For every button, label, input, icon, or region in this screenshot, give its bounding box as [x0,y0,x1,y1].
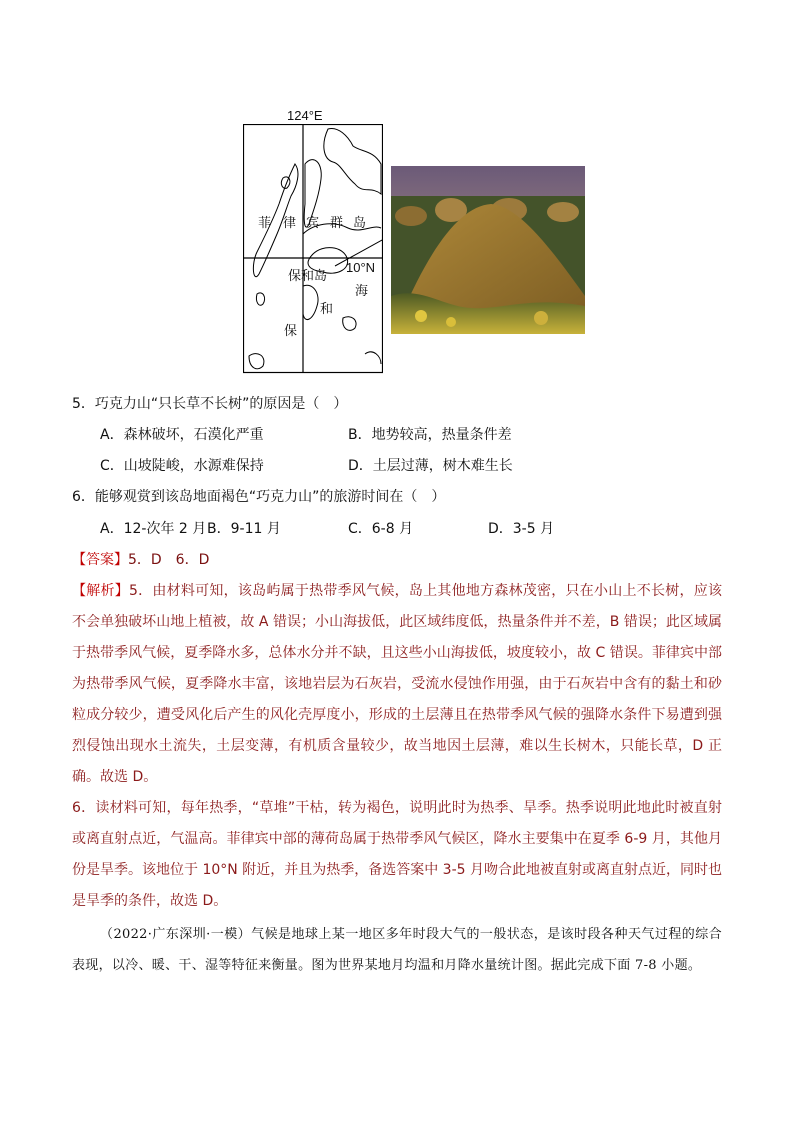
answer-tag: 【答案】 [72,552,128,568]
map-char-6: 海 [355,283,369,298]
q6-option-d: D．3-5 月 [488,521,555,537]
map-char-4: 群 [330,215,344,230]
answer-line [72,550,209,570]
map-char-8: 保 [284,323,298,338]
q6-option-b: B．9-11 月 [207,521,281,537]
map-char-1: 菲 [258,215,272,230]
intro-text: （2022·广东深圳·一模）气候是地球上某一地区多年时段大气的一般状态，是该时段各种天气过程的综合表现，以冷、暖、干、湿等特征来衡量。图为世界某地月均温和月降水量统计图。据此完成下面 7-8 小题。 [72,927,722,973]
q6-option-a: A．12-次年 2 月 [100,521,207,537]
analysis-tag: 【解析】 [72,583,129,599]
answer-text: 5．D 6．D [128,552,210,568]
analysis-block [72,576,722,917]
chocolate-hills-photo [391,166,585,334]
map-char-7: 和 [320,301,334,316]
longitude-label: 124°E [287,108,323,123]
map-char-3: 宾 [306,215,320,230]
analysis-paragraph-5 [72,576,722,793]
map-char-2: 律 [283,215,297,230]
q5-option-b: B．地势较高，热量条件差 [348,427,512,443]
question-5-stem: 5．巧克力山“只长草不长树”的原因是（ ） [72,396,348,412]
map-figure [243,108,383,374]
q5-option-d: D．土层过薄，树木难生长 [348,458,513,474]
question-6-stem: 6．能够观赏到该岛地面褐色“巧克力山”的旅游时间在（ ） [72,489,446,505]
latitude-label: 10°N [346,260,376,275]
analysis-q6: 6．读材料可知，每年热季，“草堆”干枯，转为褐色，说明此时为热季、旱季。热季说明此地此时被直射或离直射点近，气温高。菲律宾中部的薄荷岛属于热带季风气候区，降水主要集中在夏季 6-9 月，其他月份是旱季。该地位于 10°N 附近，并且为热季，备选答案中 3-5 月吻合此地被直射或离直射点近，同时也是旱季的条件，故选 D。 [72,800,722,909]
map-char-5: 岛 [353,215,367,230]
island-label: 保和岛 [288,268,328,283]
q5-option-c: C．山坡陡峻，水源难保持 [100,458,264,474]
map-drawing [243,124,383,374]
next-section-intro [72,919,722,981]
q6-option-c: C．6-8 月 [348,521,414,537]
analysis-q5: 5．由材料可知，该岛屿属于热带季风气候，岛上其他地方森林茂密，只在小山上不长树，应该不会单独破坏山地上植被，故 A 错误；小山海拔低，此区域纬度低，热量条件并不差，B 错误；此区域属于热带季风气候，夏季降水多，总体水分并不缺，且这些小山海拔低，坡度较小，故 C 错误。菲律宾中部为热带季风气候，夏季降水丰富，该地岩层为石灰岩，受流水侵蚀作用强，由于石灰岩中含有的黏土和砂粒成分较少，遭受风化后产生的风化壳厚度小，形成的土层薄且在热带季风气候的强降水条件下易遭到强烈侵蚀出现水土流失，土层变薄，有机质含量较少，故当地因土层薄，难以生长树木，只能长草，D 正确。故选 D。 [72,583,723,785]
q5-option-a: A．森林破坏，石漠化严重 [100,427,264,443]
